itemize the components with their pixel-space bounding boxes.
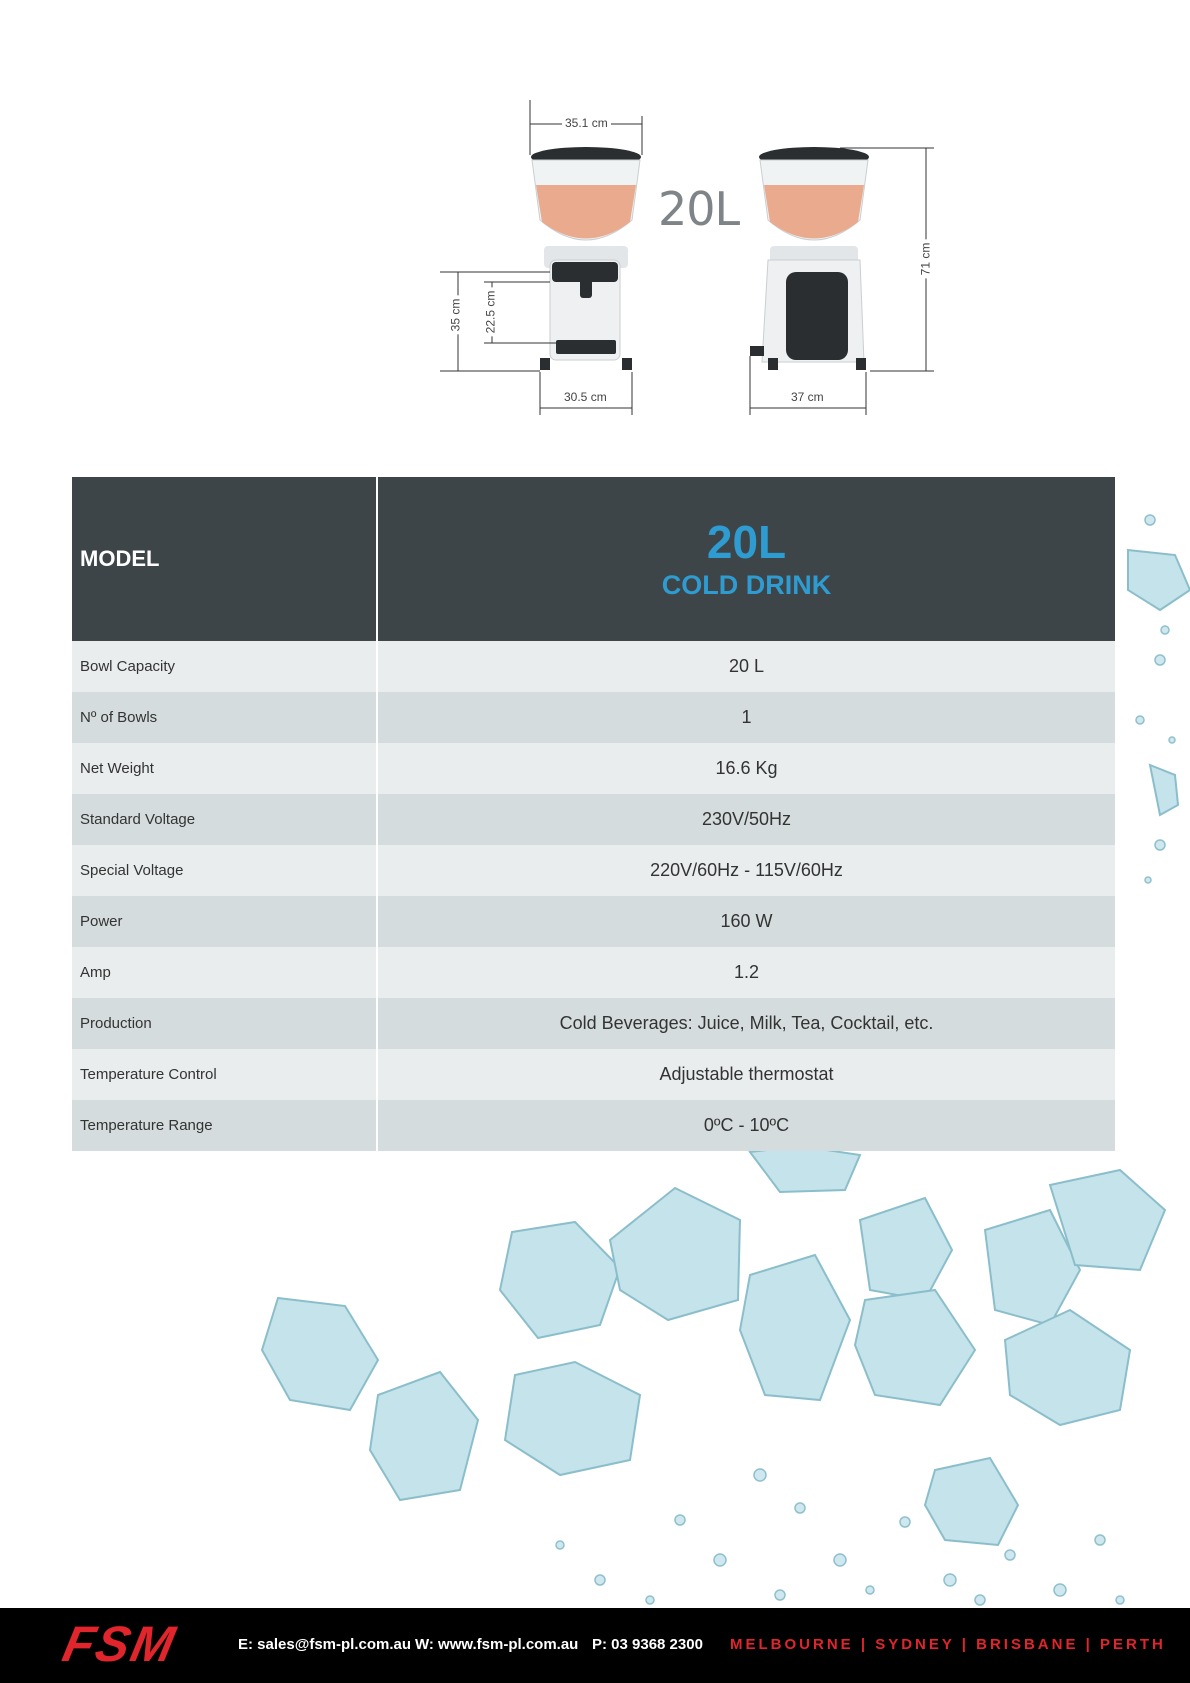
row-label: Standard Voltage (72, 794, 378, 845)
row-value: 160 W (720, 911, 773, 931)
row-value: 230V/50Hz (701, 809, 792, 829)
table-row (72, 641, 1115, 692)
table-row (72, 794, 1115, 845)
spec-rows (72, 641, 1115, 1151)
row-value: Cold Beverages: Juice, Milk, Tea, Cocktail, etc. (559, 1013, 934, 1033)
footer-phone: P: 03 9368 2300 (592, 1636, 703, 1653)
footer-email[interactable]: E: sales@fsm-pl.com.au (238, 1636, 412, 1653)
table-row (72, 896, 1115, 947)
table-row (72, 845, 1115, 896)
row-value: 0ºC - 10ºC (703, 1115, 790, 1135)
row-label: Special Voltage (72, 845, 378, 896)
footer-cities: MELBOURNE | SYDNEY | BRISBANE | PERTH (730, 1636, 1166, 1653)
row-value: 20 L (728, 656, 765, 676)
row-label: Bowl Capacity (72, 641, 378, 692)
fsm-logo: FSM (58, 1616, 182, 1672)
dim-tap-height: 22.5 cm (483, 288, 497, 337)
footer-bar (0, 1608, 1190, 1683)
row-label: Power (72, 896, 378, 947)
dim-front-base-width: 30.5 cm (561, 390, 610, 404)
table-row (72, 692, 1115, 743)
model-code: 20L (706, 516, 787, 568)
table-row (72, 998, 1115, 1049)
table-row (72, 743, 1115, 794)
spec-table-header (72, 477, 1115, 641)
row-label: Temperature Control (72, 1049, 378, 1100)
table-row (72, 1049, 1115, 1100)
row-value: 16.6 Kg (715, 758, 778, 778)
row-value: Adjustable thermostat (659, 1064, 834, 1084)
row-value: 1 (741, 707, 752, 727)
model-header-value (378, 477, 1115, 641)
row-label: Temperature Range (72, 1100, 378, 1151)
table-row (72, 947, 1115, 998)
row-label: Amp (72, 947, 378, 998)
footer-website[interactable]: W: www.fsm-pl.com.au (415, 1636, 579, 1653)
dispenser-drawing (440, 100, 960, 430)
diagram-model-label: 20L (658, 182, 740, 236)
dim-side-base-width: 37 cm (788, 390, 827, 404)
row-label: Production (72, 998, 378, 1049)
spec-table (72, 477, 1115, 1151)
front-view (531, 147, 641, 370)
dim-total-height: 71 cm (918, 240, 932, 279)
row-value: 1.2 (733, 962, 760, 982)
model-name: COLD DRINK (661, 570, 832, 600)
dim-top-width: 35.1 cm (562, 116, 611, 130)
table-row (72, 1100, 1115, 1151)
row-label: Nº of Bowls (72, 692, 378, 743)
dim-base-height: 35 cm (448, 296, 462, 335)
row-label: Net Weight (72, 743, 378, 794)
model-header-label: MODEL (72, 477, 378, 641)
row-value: 220V/60Hz - 115V/60Hz (650, 860, 843, 880)
product-dimension-diagram (440, 100, 960, 430)
side-view (750, 147, 869, 370)
